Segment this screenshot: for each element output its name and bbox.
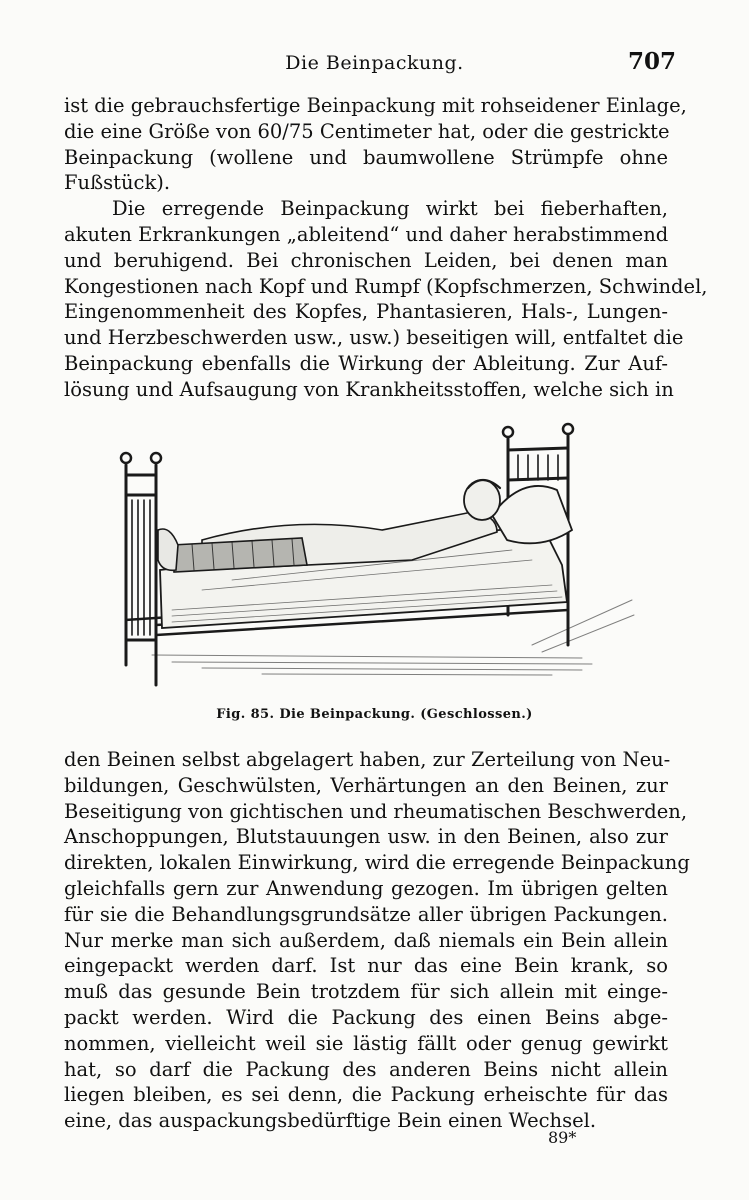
paragraph-top — [64, 93, 708, 403]
text-line: liegen bleiben, es sei denn, die Packung erheischte für das — [64, 1083, 668, 1107]
text-line: die eine Größe von 60/75 Centimeter hat, oder die gestrickte — [64, 119, 670, 143]
text-line: eingepackt werden darf. Ist nur das eine Bein krank, so — [64, 954, 668, 978]
signature-mark: 89* — [548, 1128, 577, 1147]
text-line: und Herzbeschwerden usw., usw.) beseitigen will, entfaltet die — [64, 326, 684, 350]
running-title: Die Beinpackung. — [285, 52, 464, 74]
text-line: für sie die Behandlungsgrundsätze aller übrigen Packungen. — [64, 902, 668, 926]
pillow — [492, 486, 572, 543]
text-line: Fußstück). — [64, 171, 171, 195]
foot-board — [126, 465, 156, 685]
text-line: Kongestionen nach Kopf und Rumpf (Kopfschmerzen, Schwindel, — [64, 274, 708, 298]
text-line: Anschoppungen, Blutstauungen usw. in den Beinen, also zur — [64, 825, 668, 849]
text-line: den Beinen selbst abgelagert haben, zur Zerteilung von Neu- — [64, 748, 671, 771]
bed-illustration — [112, 420, 637, 705]
figure-caption: Fig. 85. Die Beinpackung. (Geschlossen.) — [216, 707, 533, 722]
head-board-rails — [518, 455, 558, 480]
paragraph-bottom — [64, 747, 690, 1134]
text-line: gleichfalls gern zur Anwendung gezogen. Im übrigen gelten — [64, 876, 668, 900]
text-line: hat, so darf die Packung des anderen Beins nicht allein — [64, 1057, 668, 1081]
text-line: Die erregende Beinpackung wirkt bei fieberhaften, — [112, 197, 668, 221]
text-line: Eingenommenheit des Kopfes, Phantasieren, Hals-, Lungen- — [64, 300, 668, 324]
text-line: eine, das auspackungsbedürftige Bein einen Wechsel. — [64, 1109, 597, 1133]
text-line: Beseitigung von gichtischen und rheumatischen Beschwerden, — [64, 799, 688, 823]
foot-board-rails — [132, 500, 150, 635]
text-line: akuten Erkrankungen „ableitend“ und daher herabstimmend — [64, 222, 669, 246]
text-line: direkten, lokalen Einwirkung, wird die erregende Beinpackung — [64, 851, 690, 875]
text-line: packt werden. Wird die Packung des einen Beins abge- — [64, 1005, 668, 1029]
text-line: muß das gesunde Bein trotzdem für sich allein mit einge- — [64, 980, 668, 1004]
text-line: Nur merke man sich außerdem, daß niemals ein Bein allein — [64, 928, 668, 952]
text-line: nommen, vielleicht weil sie lästig fällt oder genug gewirkt — [64, 1031, 668, 1055]
text-line: Beinpackung (wollene und baumwollene Strümpfe ohne — [64, 145, 668, 169]
text-line: Beinpackung ebenfalls die Wirkung der Ableitung. Zur Auf- — [64, 351, 668, 375]
feet — [158, 529, 178, 570]
text-line: ist die gebrauchsfertige Beinpackung mit rohseidener Einlage, — [64, 94, 687, 117]
text-line: bildungen, Geschwülsten, Verhärtungen an den Beinen, zur — [64, 773, 668, 797]
text-line: lösung und Aufsaugung von Krankheitsstoffen, welche sich in — [64, 377, 674, 401]
figure-illustration — [112, 420, 637, 705]
text-line: und beruhigend. Bei chronischen Leiden, bei denen man — [64, 248, 668, 272]
page-number: 707 — [628, 48, 677, 75]
